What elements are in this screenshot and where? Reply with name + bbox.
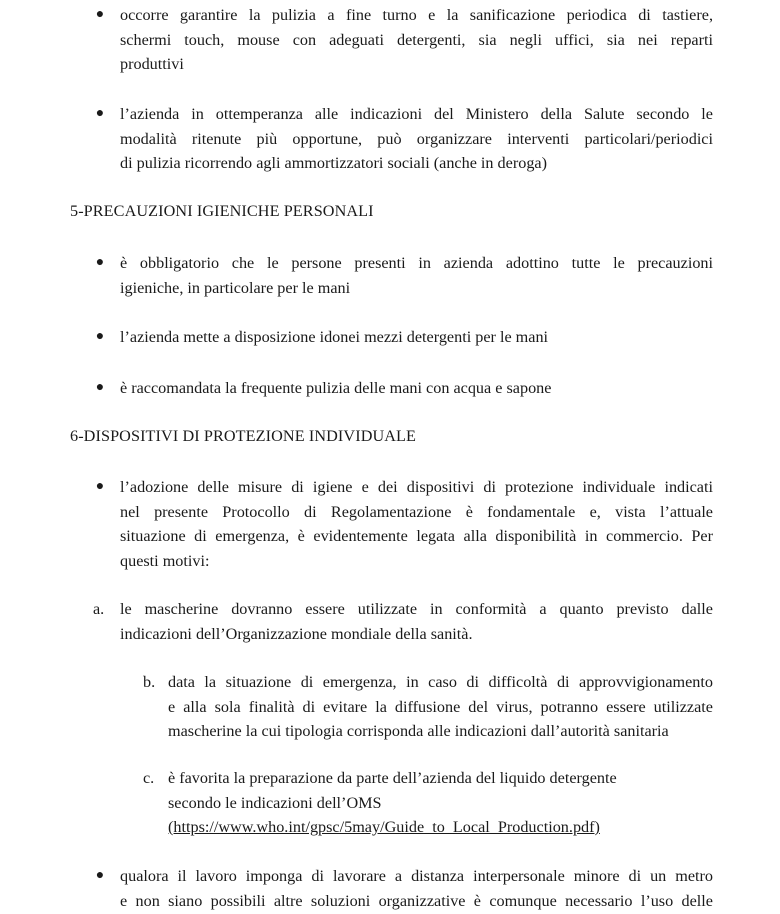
text-line: di pulizia ricorrendo agli ammortizzatori sociali (anche in deroga)	[120, 154, 547, 172]
text-line: l’azienda mette a disposizione idonei mezzi detergenti per le mani	[120, 328, 549, 346]
text-line: qualora il lavoro imponga di lavorare a distanza interpersonale minore di un metro	[120, 867, 713, 885]
text-line: situazione di emergenza, è evidentemente legata alla disponibilità in commercio. Per	[120, 527, 713, 545]
text-line: mascherine la cui tipologia corrisponda alle indicazioni dall’autorità sanitaria	[168, 722, 669, 740]
bullet-icon: ●	[95, 868, 105, 883]
bullet-icon: ●	[95, 7, 105, 22]
list-marker: c.	[143, 769, 155, 787]
text-line: è obbligatorio che le persone presenti in azienda adottino tutte le precauzioni	[120, 254, 713, 272]
bullet-icon: ●	[95, 380, 105, 395]
section-heading: 6-DISPOSITIVI DI PROTEZIONE INDIVIDUALE	[70, 427, 417, 445]
text-line: l’azienda in ottemperanza alle indicazioni del Ministero della Salute secondo le	[120, 105, 713, 123]
text-line: e alla sola finalità di evitare la diffusione del virus, potranno essere utilizzate	[168, 697, 713, 716]
text-line: è favorita la preparazione da parte dell’azienda del liquido detergente	[168, 769, 617, 787]
text-line: occorre garantire la pulizia a fine turno e la sanificazione periodica di tastiere,	[120, 6, 713, 24]
text-line: modalità ritenute più opportune, può organizzare interventi particolari/periodici	[120, 129, 713, 148]
text-line: data la situazione di emergenza, in caso di difficoltà di approvvigionamento	[168, 673, 713, 691]
bullet-icon: ●	[95, 329, 105, 344]
text-line: è raccomandata la frequente pulizia delle mani con acqua e sapone	[120, 379, 552, 397]
bullet-icon: ●	[95, 479, 105, 494]
text-line: schermi touch, mouse con adeguati detergenti, sia negli uffici, sia nei reparti	[120, 30, 713, 49]
text-line: indicazioni dell’Organizzazione mondiale della sanità.	[120, 624, 473, 643]
bullet-icon: ●	[95, 255, 105, 270]
text-line: secondo le indicazioni dell’OMS	[168, 793, 382, 812]
who-guide-link[interactable]: (https://www.who.int/gpsc/5may/Guide_to_Local_Production.pdf)	[168, 818, 600, 836]
text-line: igieniche, in particolare per le mani	[120, 278, 351, 297]
text-line: l’adozione delle misure di igiene e dei dispositivi di protezione individuale indicati	[120, 478, 713, 496]
text-line: questi motivi:	[120, 551, 210, 570]
list-marker: a.	[93, 600, 105, 618]
text-line: e non siano possibili altre soluzioni organizzative è comunque necessario l’uso delle	[120, 891, 713, 910]
text-line: nel presente Protocollo di Regolamentazione è fondamentale e, vista l’attuale	[120, 502, 713, 521]
text-line: produttivi	[120, 55, 184, 73]
text-line: le mascherine dovranno essere utilizzate in conformità a quanto previsto dalle	[120, 600, 713, 618]
bullet-icon: ●	[95, 106, 105, 121]
list-marker: b.	[143, 673, 156, 691]
section-heading: 5-PRECAUZIONI IGIENICHE PERSONALI	[70, 202, 374, 220]
